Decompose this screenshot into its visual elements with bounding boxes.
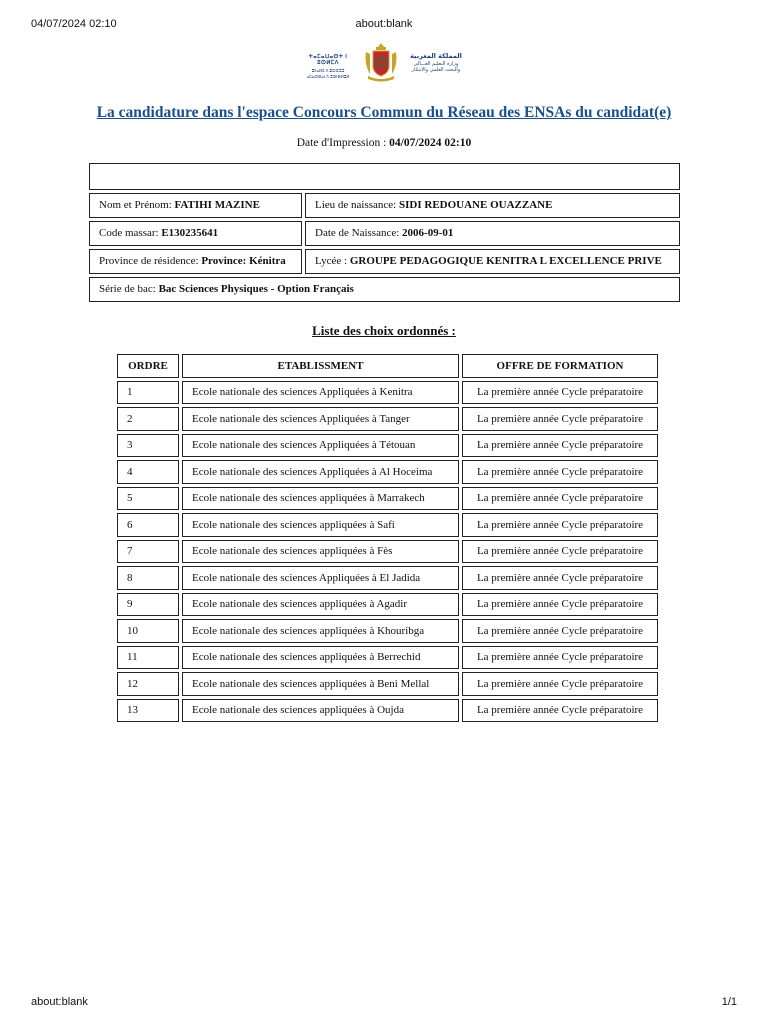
print-date-label: Date d'Impression : [296,137,390,149]
province-cell [89,249,302,274]
birthdate-value: 2006-09-01 [402,227,454,239]
print-date [0,137,768,149]
document-title: La candidature dans l'espace Concours Commun du Réseau des ENSAs du candidat(e) [96,104,672,121]
choices-table [114,351,661,725]
offre-cell: La première année Cycle préparatoire [462,619,658,643]
offre-cell: La première année Cycle préparatoire [462,487,658,511]
offre-cell: La première année Cycle préparatoire [462,646,658,670]
choices-table-header-row [117,354,658,378]
offre-cell: La première année Cycle préparatoire [462,407,658,431]
info-row-province [89,249,680,274]
table-row [117,460,658,484]
table-row [117,593,658,617]
etablissement-cell: Ecole nationale des sciences Appliquées à El Jadida [182,566,459,590]
logo-arabic-text [404,52,468,73]
offre-cell: La première année Cycle préparatoire [462,434,658,458]
massar-value: E130235641 [161,227,219,239]
table-row [117,540,658,564]
lycee-cell [305,249,680,274]
province-value: Province: Kénitra [201,255,286,267]
etablissement-cell: Ecole nationale des sciences appliquées à Marrakech [182,487,459,511]
ordre-cell: 5 [117,487,179,511]
offre-cell: La première année Cycle préparatoire [462,699,658,723]
ordre-cell: 4 [117,460,179,484]
lycee-label: Lycée : [315,255,350,267]
serie-label: Série de bac: [99,283,159,295]
table-row [117,434,658,458]
coat-of-arms-icon [362,42,400,82]
offre-cell: La première année Cycle préparatoire [462,513,658,537]
ordre-cell: 10 [117,619,179,643]
header-etablissement: ETABLISSMENT [182,354,459,378]
ordre-cell: 11 [117,646,179,670]
ordre-cell: 6 [117,513,179,537]
table-row [117,381,658,405]
province-label: Province de résidence: [99,255,202,267]
ordre-cell: 8 [117,566,179,590]
info-row-massar [89,221,680,246]
offre-cell: La première année Cycle préparatoire [462,540,658,564]
table-row [117,513,658,537]
ministry-logo [298,42,470,84]
etablissement-cell: Ecole nationale des sciences appliquées à Agadir [182,593,459,617]
table-row [117,646,658,670]
etablissement-cell: Ecole nationale des sciences Appliquées à Al Hoceima [182,460,459,484]
birthplace-value: SIDI REDOUANE OUAZZANE [399,199,553,211]
candidate-name-cell [89,193,302,218]
etablissement-cell: Ecole nationale des sciences Appliquées à Tétouan [182,434,459,458]
logo-tifinagh-text [298,54,358,79]
table-row [117,407,658,431]
etablissement-cell: Ecole nationale des sciences Appliquées à Kenitra [182,381,459,405]
serie-value: Bac Sciences Physiques - Option Français [158,283,354,295]
ordre-cell: 9 [117,593,179,617]
etablissement-cell: Ecole nationale des sciences appliquées à Fès [182,540,459,564]
etablissement-cell: Ecole nationale des sciences appliquées à Khouribga [182,619,459,643]
logo-arabic-line-3: والبحث العلمي والابتكار [411,67,461,73]
massar-cell [89,221,302,246]
candidate-name-label: Nom et Prénom: [99,199,175,211]
etablissement-cell: Ecole nationale des sciences appliquées à Beni Mellal [182,672,459,696]
logo-tifinagh-line-2: ⵓⵏⵏⴰⵍⵉ ⴷ ⵓⵔⵣⵣⵓ [311,68,345,73]
print-header-url: about:blank [355,18,413,30]
ordre-cell: 1 [117,381,179,405]
birthdate-cell [305,221,680,246]
logo-tifinagh-line: ⵜⴰⵎⴰⵡⴰⵙⵜ ⵏ ⵓⵙⵍⵎⴷ [308,54,348,66]
etablissement-cell: Ecole nationale des sciences appliquées à Safi [182,513,459,537]
ordre-cell: 13 [117,699,179,723]
massar-label: Code massar: [99,227,162,239]
lycee-value: GROUPE PEDAGOGIQUE KENITRA L EXCELLENCE PRIVE [349,255,662,267]
ordre-cell: 7 [117,540,179,564]
birthplace-label: Lieu de naissance: [315,199,399,211]
empty-header-row [91,165,678,188]
empty-header-box [89,163,680,190]
candidate-info-block [89,163,680,302]
header-ordre: ORDRE [117,354,179,378]
info-row-serie [89,277,680,302]
table-row [117,487,658,511]
ordre-cell: 2 [117,407,179,431]
header-offre: OFFRE DE FORMATION [462,354,658,378]
table-row [117,566,658,590]
table-row [117,699,658,723]
print-date-value: 04/07/2024 02:10 [389,137,472,149]
info-row-name [89,193,680,218]
print-footer-url: about:blank [31,996,88,1008]
logo-tifinagh-line-3: ⴰⵎⴰⵙⵙⴰⵏ ⴷ ⵓⵙⵏⴼⵍⵓⵍ [306,74,350,79]
choices-list-title: Liste des choix ordonnés : [312,323,456,338]
serie-cell [89,277,680,302]
logo-arabic-line-2: وزارة التعليم العـــالي [413,61,459,67]
table-row [117,672,658,696]
table-row [117,619,658,643]
ordre-cell: 3 [117,434,179,458]
candidate-name-value: FATIHI MAZINE [174,199,260,211]
birthplace-cell [305,193,680,218]
print-footer-page: 1/1 [721,996,737,1008]
offre-cell: La première année Cycle préparatoire [462,566,658,590]
birthdate-label: Date de Naissance: [315,227,403,239]
etablissement-cell: Ecole nationale des sciences Appliquées à Tanger [182,407,459,431]
etablissement-cell: Ecole nationale des sciences appliquées à Berrechid [182,646,459,670]
etablissement-cell: Ecole nationale des sciences appliquées à Oujda [182,699,459,723]
offre-cell: La première année Cycle préparatoire [462,460,658,484]
offre-cell: La première année Cycle préparatoire [462,593,658,617]
logo-arabic-line-1: المملكة المغربية [410,52,462,60]
print-header-datetime: 04/07/2024 02:10 [31,18,117,30]
offre-cell: La première année Cycle préparatoire [462,381,658,405]
ordre-cell: 12 [117,672,179,696]
offre-cell: La première année Cycle préparatoire [462,672,658,696]
